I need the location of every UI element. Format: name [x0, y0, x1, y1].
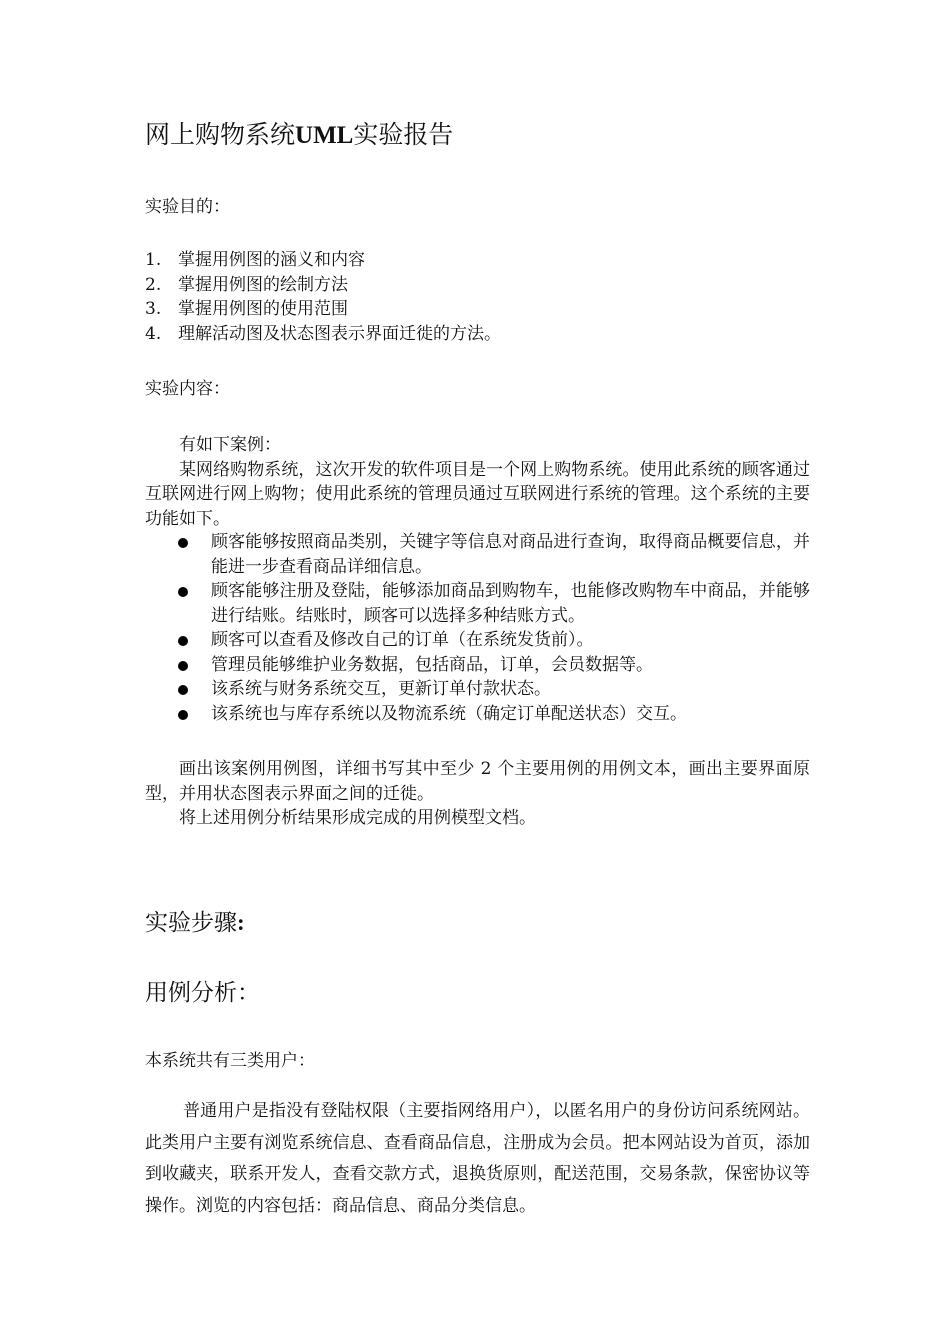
document-title [145, 118, 453, 153]
feature-item [178, 653, 810, 678]
purpose-item [145, 248, 501, 273]
purpose-item [145, 273, 501, 298]
feature-text: 顾客能够按照商品类别，关键字等信息对商品进行查询，取得商品概要信息，并能进一步查看商品详细信息。 [211, 532, 810, 577]
purpose-number: 1. [145, 250, 162, 270]
feature-text: 顾客可以查看及修改自己的订单（在系统发货前）。 [211, 630, 594, 650]
feature-item [178, 628, 810, 653]
steps-heading-colon: : [237, 910, 245, 935]
feature-item [178, 702, 810, 727]
normal-user-paragraph: 普通用户是指没有登陆权限（主要指网络用户），以匿名用户的身份访问系统网站。此类用户主要有浏览系统信息、查看商品信息，注册成为会员。把本网站设为首页，添加到收藏夹，联系开发人，查看交款方式，退换货原则，配送范围，交易条款，保密协议等操作。浏览的内容包括：商品信息、商品分类信息。 [145, 1101, 810, 1216]
bullet-icon [178, 636, 188, 646]
steps-heading [145, 907, 245, 939]
purpose-number: 2. [145, 274, 162, 295]
purpose-item [145, 322, 501, 347]
title-tail-text: 实验报告 [353, 120, 454, 149]
users-intro: 本系统共有三类用户： [145, 1051, 315, 1071]
bullet-icon [178, 661, 188, 671]
purpose-number: 3. [145, 299, 162, 319]
steps-heading-text: 实验步骤 [145, 910, 237, 936]
task-paragraph-1: 画出该案例用例图，详细书写其中至少 2 个主要用例的用例文本，画出主要界面原型，并用状态图表示界面之间的迁徙。 [145, 759, 810, 804]
feature-text: 管理员能够维护业务数据，包括商品，订单，会员数据等。 [211, 654, 653, 675]
feature-text: 该系统与财务系统交互，更新订单付款状态。 [211, 679, 551, 699]
case-intro: 有如下案例： [179, 435, 281, 455]
purpose-text: 掌握用例图的涵义和内容 [178, 250, 365, 270]
feature-item [178, 579, 810, 628]
case-description: 某网络购物系统，这次开发的软件项目是一个网上购物系统。使用此系统的顾客通过互联网进行网上购物；使用此系统的管理员通过互联网进行系统的管理。这个系统的主要功能如下。 [145, 459, 810, 529]
purpose-label: 实验目的： [145, 197, 230, 217]
content-label: 实验内容： [145, 379, 230, 399]
purpose-list [145, 248, 501, 346]
title-uml-text: UML [295, 122, 354, 149]
purpose-text: 掌握用例图的使用范围 [178, 299, 348, 319]
purpose-text: 理解活动图及状态图表示界面迁徙的方法。 [178, 323, 501, 344]
analysis-heading: 用例分析： [145, 980, 260, 1006]
feature-text: 顾客能够注册及登陆，能够添加商品到购物车，也能修改购物车中商品，并能够进行结账。结账时，顾客可以选择多种结账方式。 [211, 581, 810, 626]
task-paragraph-2: 将上述用例分析结果形成完成的用例模型文档。 [179, 808, 536, 828]
bullet-icon [178, 685, 188, 695]
feature-text: 该系统也与库存系统以及物流系统（确定订单配送状态）交互。 [211, 703, 687, 724]
purpose-number: 4. [145, 323, 162, 344]
feature-item [178, 530, 810, 579]
purpose-text: 掌握用例图的绘制方法 [178, 274, 348, 295]
bullet-icon [178, 710, 188, 720]
feature-item [178, 677, 810, 702]
purpose-item [145, 297, 501, 322]
feature-list [178, 530, 810, 726]
bullet-icon [178, 538, 188, 548]
bullet-icon [178, 587, 188, 597]
title-main-text: 网上购物系统 [145, 120, 296, 149]
